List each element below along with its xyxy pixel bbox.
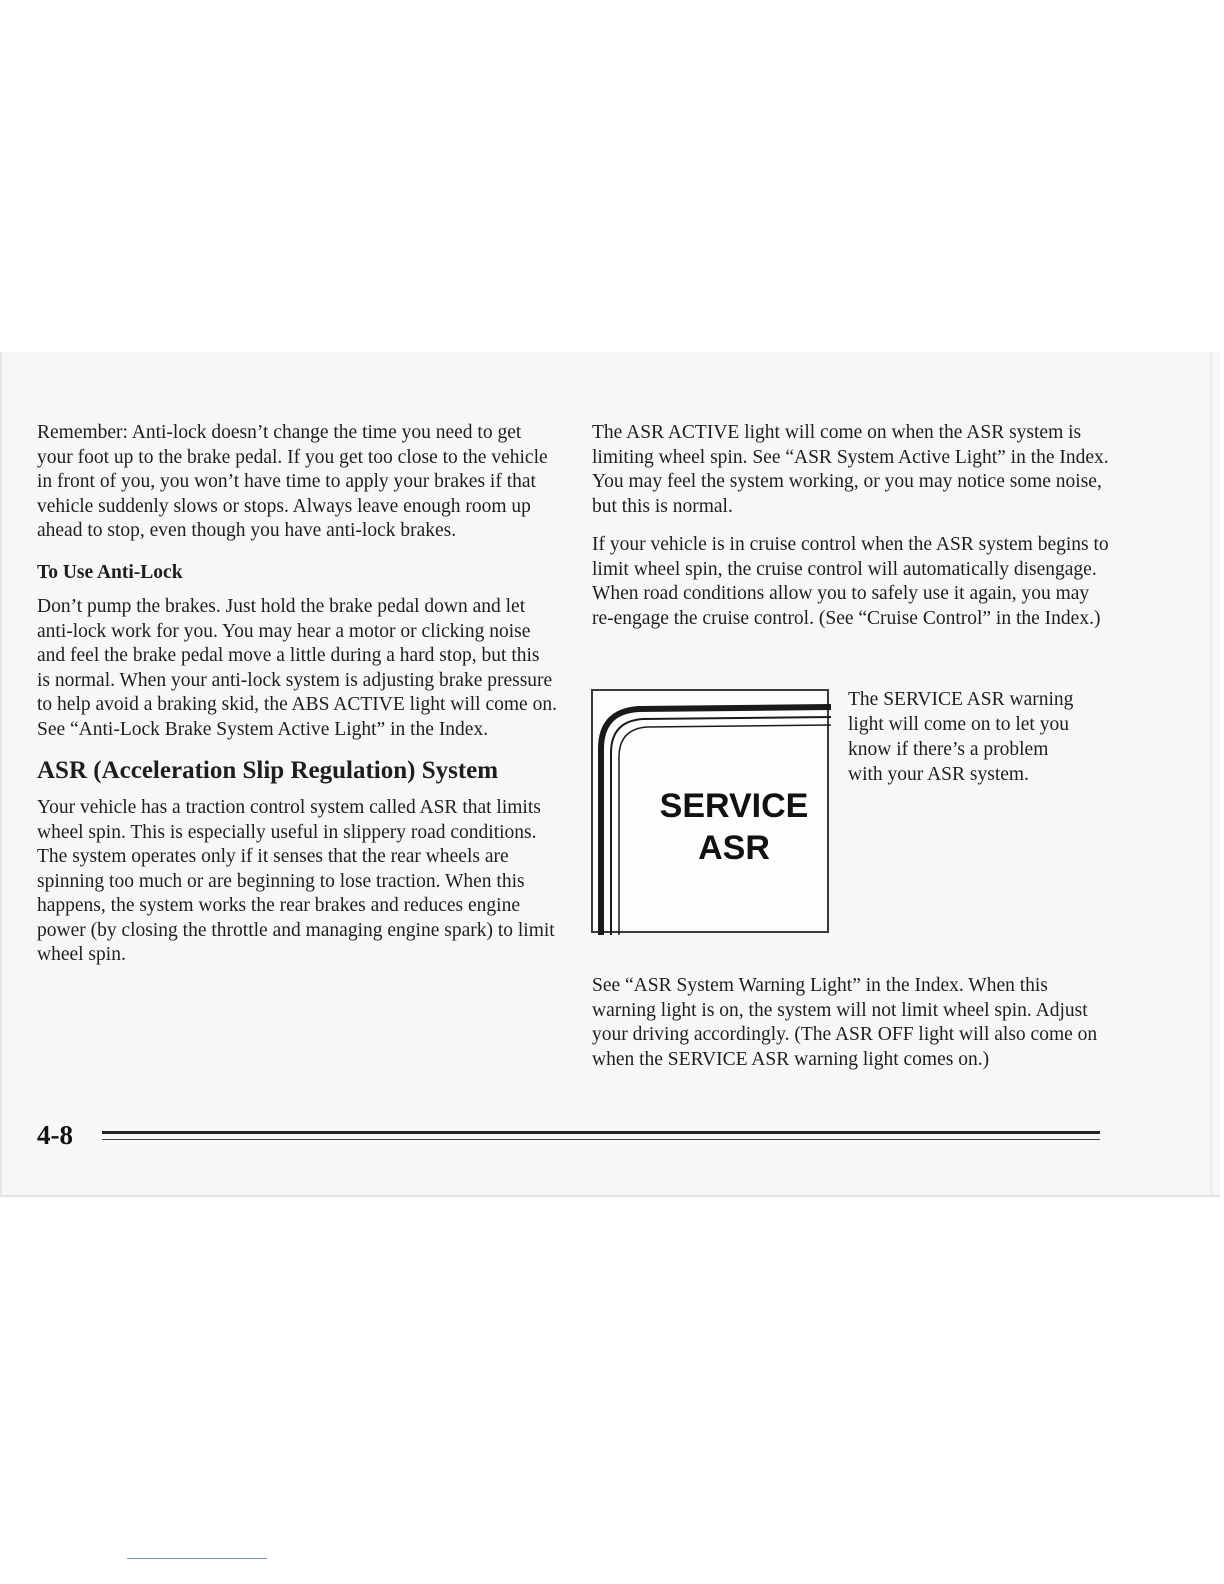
figure-caption: The SERVICE ASR warning light will come on to let you know if there’s a problem with your ASR system. bbox=[848, 689, 1074, 785]
warning-light-line-asr: ASR bbox=[698, 829, 770, 867]
footer-rule-thin-line bbox=[102, 1139, 1100, 1140]
right-column bbox=[592, 421, 1112, 631]
asr-description-paragraph: Your vehicle has a traction control system called ASR that limits wheel spin. This is especially useful in slippery road conditions. The system operates only if it senses that the rear wheels are spinning too much or are beginning to lose traction. When this happens, the system works the rear brakes and reduces engine power (by closing the throttle and managing engine spark) to limit wheel spin. bbox=[37, 797, 555, 965]
warning-light-line-service: SERVICE bbox=[659, 787, 809, 825]
to-use-anti-lock-subheading: To Use Anti-Lock bbox=[37, 561, 183, 583]
asr-warning-light-paragraph: See “ASR System Warning Light” in the Index. When this warning light is on, the system will not limit wheel spin. Adjust your driving accordingly. (The ASR OFF light will also come on when the SERVICE ASR warning light comes on.) bbox=[592, 975, 1098, 1070]
service-asr-warning-light-illustration bbox=[591, 689, 829, 933]
asr-active-light-paragraph: The ASR ACTIVE light will come on when the ASR system is limiting wheel spin. See “ASR System Active Light” in the Index. You may feel the system working, or you may notice some noise, but this is normal. bbox=[592, 422, 1109, 517]
anti-lock-reminder-paragraph: Remember: Anti-lock doesn’t change the time you need to get your foot up to the brake pedal. If you get too close to the vehicle in front of you, you won’t have time to apply your brakes if that vehicle suddenly slows or stops. Always leave enough room up ahead to stop, even though you have anti-lock brakes. bbox=[37, 422, 548, 541]
footer-rule bbox=[102, 1131, 1100, 1143]
asr-section-heading: ASR (Acceleration Slip Regulation) System bbox=[37, 757, 499, 784]
footer-rule-thick-line bbox=[102, 1131, 1100, 1134]
anti-lock-usage-paragraph: Don’t pump the brakes. Just hold the brake pedal down and let anti-lock work for you. You may hear a motor or clicking noise and feel the brake pedal move a little during a hard stop, but this is normal. When your anti-lock system is adjusting brake pressure to help avoid a braking skid, the ABS ACTIVE light will come on. See “Anti-Lock Brake System Active Light” in the Index. bbox=[37, 596, 557, 740]
scan-edge-mark bbox=[127, 1558, 267, 1559]
left-column bbox=[37, 421, 557, 968]
cruise-control-paragraph: If your vehicle is in cruise control when the ASR system begins to limit wheel spin, the cruise control will automatically disengage. When road conditions allow you to safely use it again, you may re-engage the cruise control. (See “Cruise Control” in the Index.) bbox=[592, 534, 1109, 629]
page-number: 4-8 bbox=[37, 1120, 73, 1150]
warning-light-label bbox=[593, 785, 827, 869]
